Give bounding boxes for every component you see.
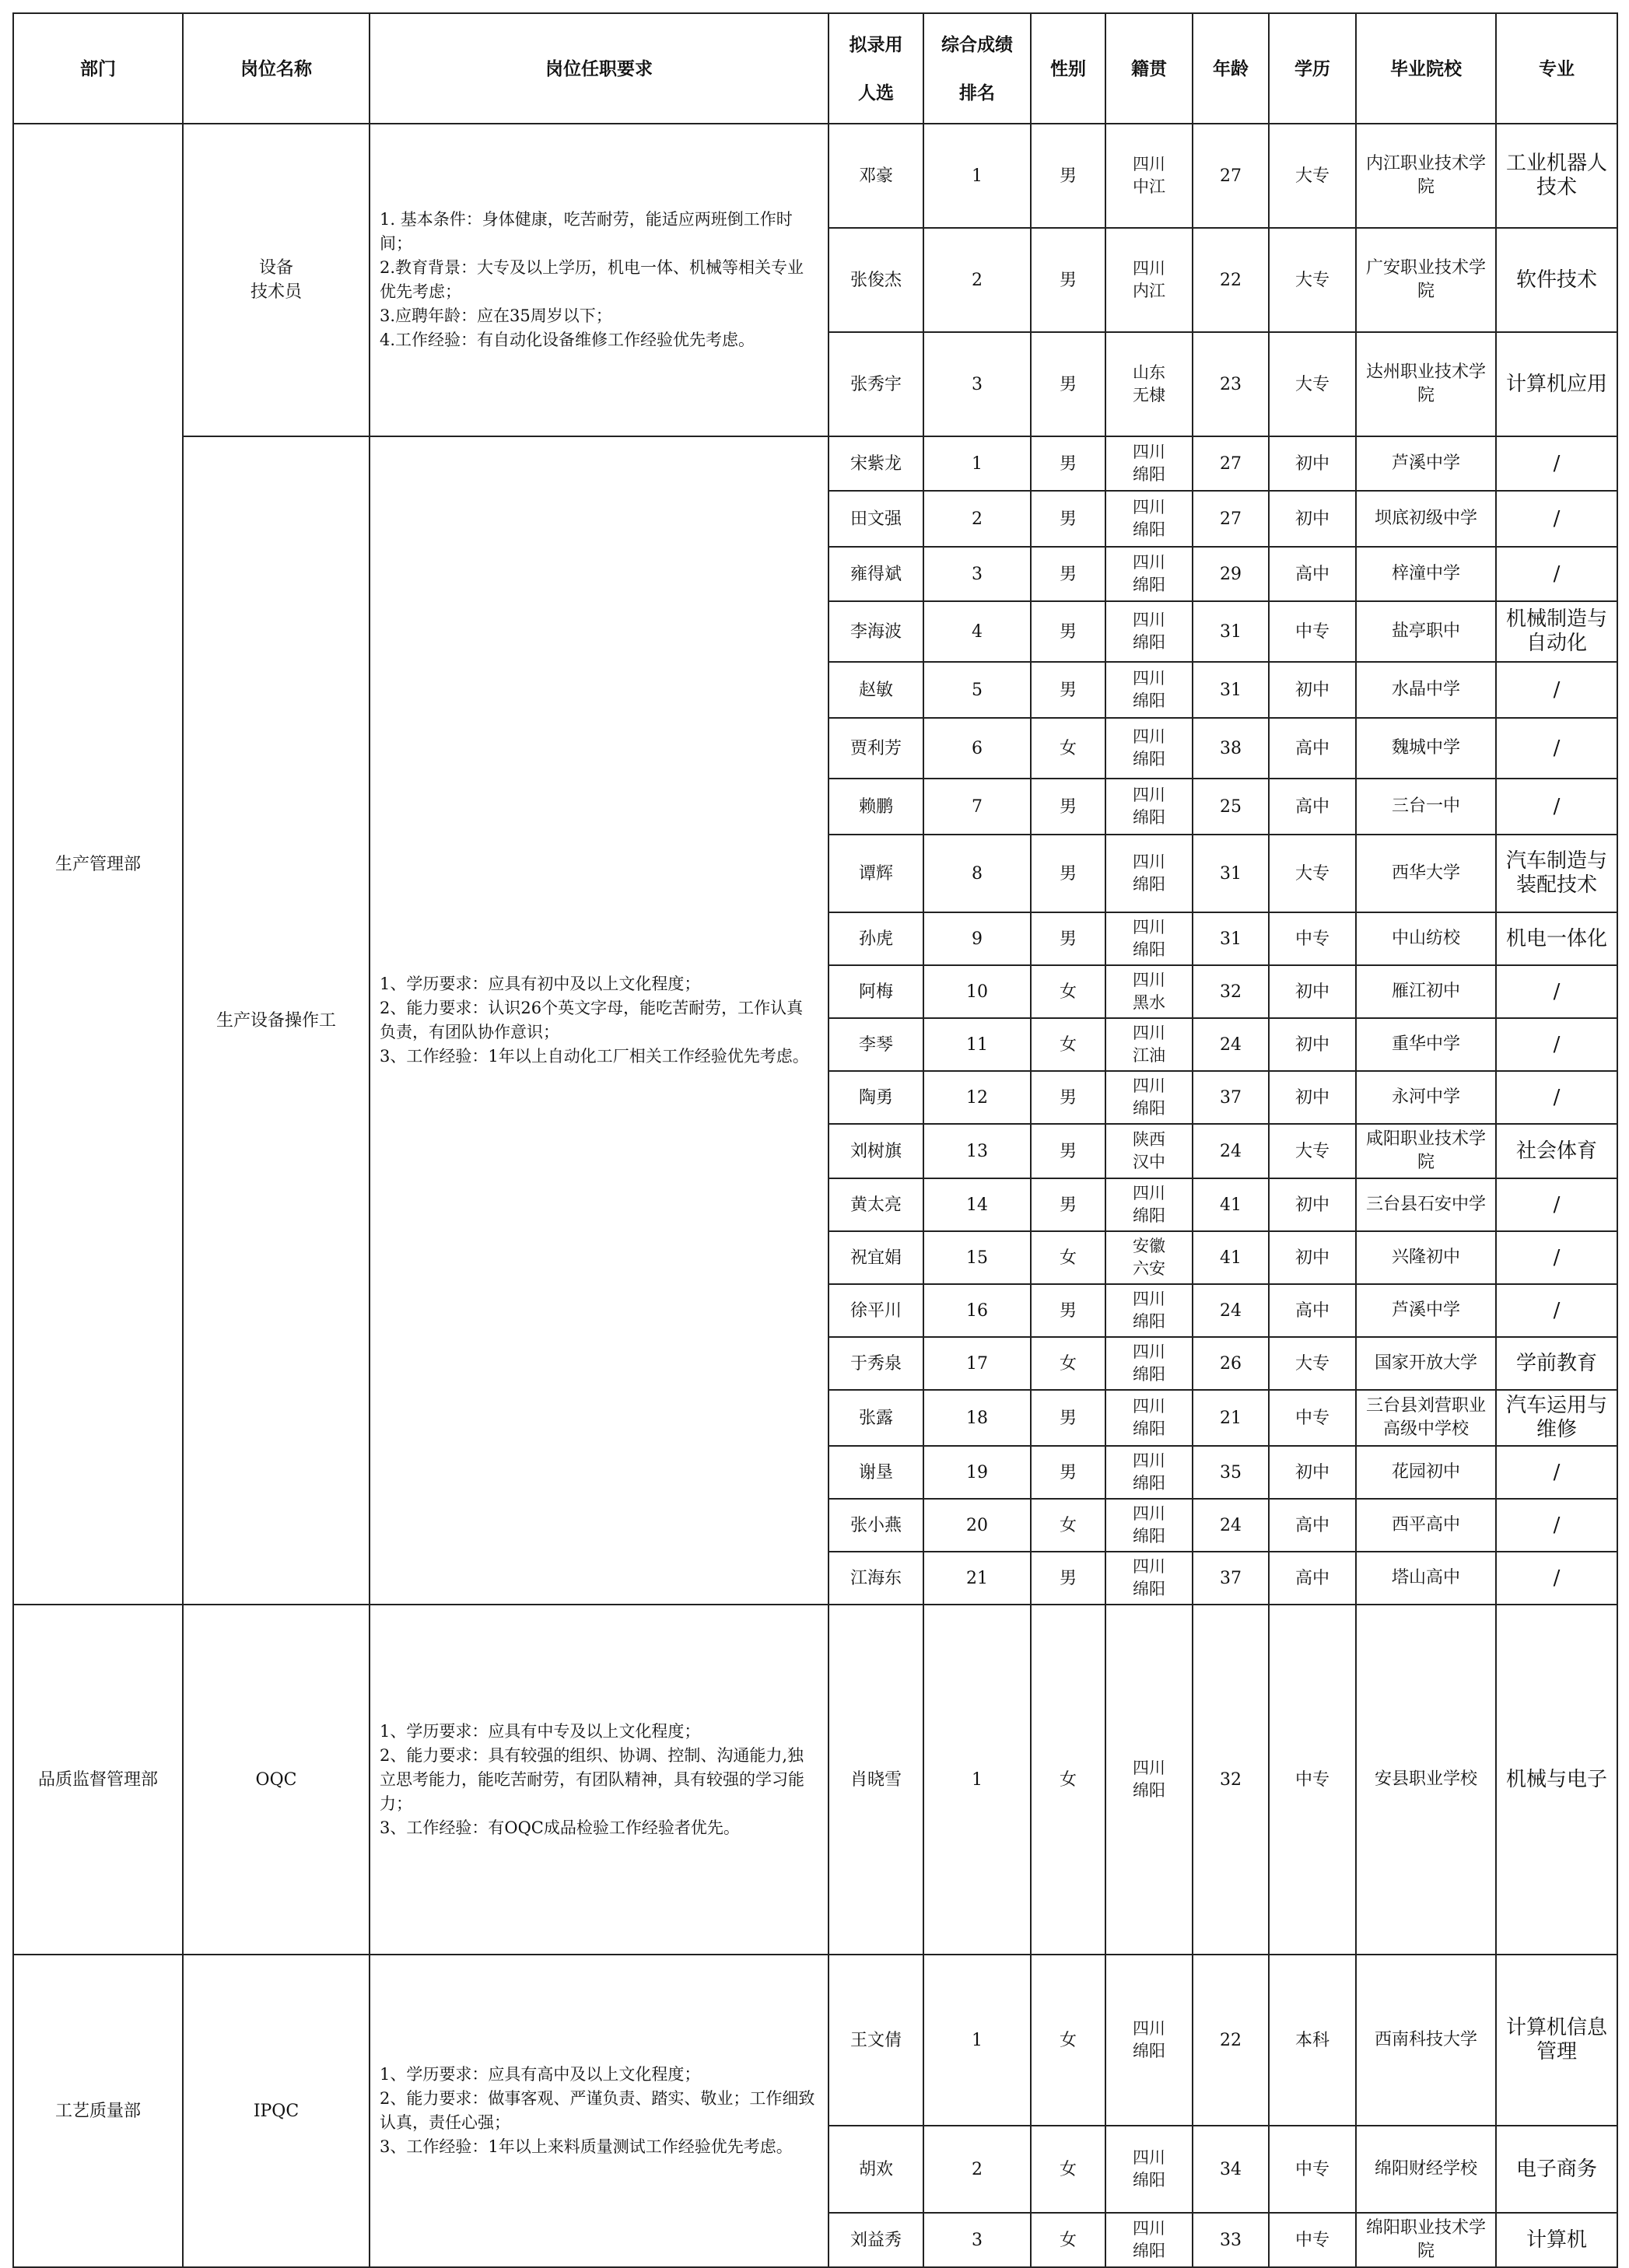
major-cell: / (1496, 1071, 1617, 1124)
school-cell: 盐亭职中 (1356, 601, 1496, 662)
origin-cell: 四川 绵阳 (1105, 1605, 1193, 1955)
candidate-name-cell: 刘益秀 (829, 2213, 923, 2267)
candidate-name-cell: 李琴 (829, 1018, 923, 1071)
rank-cell: 2 (923, 491, 1031, 547)
candidate-name-cell: 王文倩 (829, 1955, 923, 2126)
origin-cell: 四川 绵阳 (1105, 779, 1193, 835)
age-cell: 38 (1193, 718, 1269, 779)
origin-cell: 四川 绵阳 (1105, 491, 1193, 547)
origin-cell: 四川 绵阳 (1105, 1284, 1193, 1337)
education-cell: 初中 (1269, 491, 1356, 547)
major-cell: 机械制造与自动化 (1496, 601, 1617, 662)
gender-cell: 男 (1031, 912, 1105, 965)
origin-cell: 四川 绵阳 (1105, 1071, 1193, 1124)
rank-cell: 6 (923, 718, 1031, 779)
age-cell: 24 (1193, 1284, 1269, 1337)
rank-cell: 14 (923, 1178, 1031, 1231)
education-cell: 大专 (1269, 1337, 1356, 1390)
candidate-name-cell: 刘树旗 (829, 1124, 923, 1178)
header-position: 岗位名称 (183, 13, 370, 124)
school-cell: 西平高中 (1356, 1499, 1496, 1552)
rank-cell: 3 (923, 2213, 1031, 2267)
age-cell: 29 (1193, 547, 1269, 601)
table-row (13, 436, 1617, 491)
candidate-name-cell: 赵敏 (829, 662, 923, 718)
rank-cell: 8 (923, 835, 1031, 912)
rank-cell: 17 (923, 1337, 1031, 1390)
education-cell: 中专 (1269, 2213, 1356, 2267)
education-cell: 高中 (1269, 779, 1356, 835)
header-rank: 综合成绩 排名 (923, 13, 1031, 124)
candidate-name-cell: 贾利芳 (829, 718, 923, 779)
header-major: 专业 (1496, 13, 1617, 124)
major-cell: 汽车运用与维修 (1496, 1390, 1617, 1446)
header-dept: 部门 (13, 13, 183, 124)
candidate-name-cell: 田文强 (829, 491, 923, 547)
rank-cell: 15 (923, 1231, 1031, 1284)
candidate-name-cell: 祝宜娟 (829, 1231, 923, 1284)
major-cell: 机电一体化 (1496, 912, 1617, 965)
header-gender: 性别 (1031, 13, 1105, 124)
origin-cell: 四川 绵阳 (1105, 436, 1193, 491)
rank-cell: 20 (923, 1499, 1031, 1552)
school-cell: 三台县石安中学 (1356, 1178, 1496, 1231)
candidate-name-cell: 谭辉 (829, 835, 923, 912)
age-cell: 31 (1193, 662, 1269, 718)
candidate-name-cell: 张小燕 (829, 1499, 923, 1552)
school-cell: 坝底初级中学 (1356, 491, 1496, 547)
school-cell: 达州职业技术学院 (1356, 332, 1496, 436)
school-cell: 西南科技大学 (1356, 1955, 1496, 2126)
rank-cell: 11 (923, 1018, 1031, 1071)
age-cell: 34 (1193, 2126, 1269, 2213)
gender-cell: 男 (1031, 491, 1105, 547)
rank-cell: 3 (923, 332, 1031, 436)
department-cell: 工艺质量部 (13, 1955, 183, 2267)
gender-cell: 男 (1031, 1178, 1105, 1231)
school-cell: 芦溪中学 (1356, 436, 1496, 491)
origin-cell: 四川 绵阳 (1105, 601, 1193, 662)
table-row (13, 1955, 1617, 2126)
major-cell: 机械与电子 (1496, 1605, 1617, 1955)
origin-cell: 四川 绵阳 (1105, 835, 1193, 912)
department-cell: 生产管理部 (13, 124, 183, 1605)
origin-cell: 四川 黑水 (1105, 965, 1193, 1018)
candidate-name-cell: 江海东 (829, 1552, 923, 1605)
age-cell: 32 (1193, 1605, 1269, 1955)
table-row (13, 1605, 1617, 1955)
education-cell: 初中 (1269, 1071, 1356, 1124)
candidate-name-cell: 胡欢 (829, 2126, 923, 2213)
position-name-cell: 设备 技术员 (183, 124, 370, 436)
gender-cell: 女 (1031, 1605, 1105, 1955)
department-cell: 品质监督管理部 (13, 1605, 183, 1955)
school-cell: 三台一中 (1356, 779, 1496, 835)
requirements-cell: 1. 基本条件：身体健康，吃苦耐劳，能适应两班倒工作时间； 2.教育背景：大专及以上学历，机电一体、机械等相关专业优先考虑； 3.应聘年龄：应在35周岁以下； 4.工作经验：有自动化设备维修工作经验优先考虑。 (370, 124, 829, 436)
header-row (13, 13, 1617, 124)
gender-cell: 女 (1031, 2126, 1105, 2213)
roster-sheet (12, 12, 1618, 2268)
age-cell: 24 (1193, 1124, 1269, 1178)
gender-cell: 男 (1031, 1071, 1105, 1124)
education-cell: 中专 (1269, 1605, 1356, 1955)
position-name-cell: 生产设备操作工 (183, 436, 370, 1605)
rank-cell: 1 (923, 124, 1031, 228)
gender-cell: 女 (1031, 1337, 1105, 1390)
education-cell: 初中 (1269, 1231, 1356, 1284)
major-cell: 工业机器人技术 (1496, 124, 1617, 228)
age-cell: 35 (1193, 1446, 1269, 1499)
education-cell: 大专 (1269, 124, 1356, 228)
education-cell: 高中 (1269, 1552, 1356, 1605)
education-cell: 中专 (1269, 1390, 1356, 1446)
age-cell: 32 (1193, 965, 1269, 1018)
candidate-name-cell: 谢垦 (829, 1446, 923, 1499)
rank-cell: 16 (923, 1284, 1031, 1337)
school-cell: 广安职业技术学院 (1356, 228, 1496, 332)
candidate-name-cell: 邓豪 (829, 124, 923, 228)
gender-cell: 男 (1031, 228, 1105, 332)
candidate-name-cell: 张秀宇 (829, 332, 923, 436)
education-cell: 中专 (1269, 912, 1356, 965)
age-cell: 21 (1193, 1390, 1269, 1446)
education-cell: 高中 (1269, 1499, 1356, 1552)
education-cell: 本科 (1269, 1955, 1356, 2126)
age-cell: 37 (1193, 1071, 1269, 1124)
rank-cell: 10 (923, 965, 1031, 1018)
school-cell: 安县职业学校 (1356, 1605, 1496, 1955)
age-cell: 41 (1193, 1231, 1269, 1284)
rank-cell: 3 (923, 547, 1031, 601)
school-cell: 国家开放大学 (1356, 1337, 1496, 1390)
gender-cell: 男 (1031, 1552, 1105, 1605)
major-cell: / (1496, 491, 1617, 547)
gender-cell: 男 (1031, 124, 1105, 228)
header-school: 毕业院校 (1356, 13, 1496, 124)
major-cell: / (1496, 1499, 1617, 1552)
gender-cell: 男 (1031, 1446, 1105, 1499)
origin-cell: 四川 绵阳 (1105, 718, 1193, 779)
rank-cell: 4 (923, 601, 1031, 662)
gender-cell: 男 (1031, 601, 1105, 662)
major-cell: 计算机应用 (1496, 332, 1617, 436)
rank-cell: 2 (923, 2126, 1031, 2213)
education-cell: 初中 (1269, 1018, 1356, 1071)
origin-cell: 四川 绵阳 (1105, 1499, 1193, 1552)
school-cell: 梓潼中学 (1356, 547, 1496, 601)
gender-cell: 男 (1031, 1124, 1105, 1178)
gender-cell: 男 (1031, 1390, 1105, 1446)
rank-cell: 1 (923, 1955, 1031, 2126)
school-cell: 西华大学 (1356, 835, 1496, 912)
candidate-name-cell: 赖鹏 (829, 779, 923, 835)
rank-cell: 5 (923, 662, 1031, 718)
education-cell: 高中 (1269, 1284, 1356, 1337)
education-cell: 中专 (1269, 601, 1356, 662)
school-cell: 绵阳财经学校 (1356, 2126, 1496, 2213)
origin-cell: 四川 绵阳 (1105, 1390, 1193, 1446)
rank-cell: 19 (923, 1446, 1031, 1499)
school-cell: 芦溪中学 (1356, 1284, 1496, 1337)
school-cell: 水晶中学 (1356, 662, 1496, 718)
education-cell: 大专 (1269, 228, 1356, 332)
education-cell: 大专 (1269, 835, 1356, 912)
major-cell: / (1496, 1284, 1617, 1337)
major-cell: 汽车制造与装配技术 (1496, 835, 1617, 912)
origin-cell: 四川 江油 (1105, 1018, 1193, 1071)
origin-cell: 四川 绵阳 (1105, 662, 1193, 718)
candidate-name-cell: 雍得斌 (829, 547, 923, 601)
header-candidate: 拟录用 人选 (829, 13, 923, 124)
gender-cell: 男 (1031, 436, 1105, 491)
age-cell: 26 (1193, 1337, 1269, 1390)
education-cell: 中专 (1269, 2126, 1356, 2213)
origin-cell: 四川 绵阳 (1105, 912, 1193, 965)
major-cell: / (1496, 662, 1617, 718)
origin-cell: 四川 绵阳 (1105, 2213, 1193, 2267)
education-cell: 初中 (1269, 436, 1356, 491)
candidate-name-cell: 黄太亮 (829, 1178, 923, 1231)
education-cell: 高中 (1269, 718, 1356, 779)
age-cell: 27 (1193, 436, 1269, 491)
gender-cell: 男 (1031, 1284, 1105, 1337)
gender-cell: 女 (1031, 965, 1105, 1018)
origin-cell: 安徽 六安 (1105, 1231, 1193, 1284)
gender-cell: 女 (1031, 1955, 1105, 2126)
age-cell: 22 (1193, 228, 1269, 332)
gender-cell: 男 (1031, 779, 1105, 835)
school-cell: 魏城中学 (1356, 718, 1496, 779)
education-cell: 初中 (1269, 1446, 1356, 1499)
rank-cell: 7 (923, 779, 1031, 835)
requirements-cell: 1、学历要求：应具有高中及以上文化程度； 2、能力要求：做事客观、严谨负责、踏实、敬业；工作细致认真，责任心强； 3、工作经验：1年以上来料质量测试工作经验优先考虑。 (370, 1955, 829, 2267)
age-cell: 31 (1193, 835, 1269, 912)
school-cell: 中山纺校 (1356, 912, 1496, 965)
school-cell: 绵阳职业技术学院 (1356, 2213, 1496, 2267)
school-cell: 重华中学 (1356, 1018, 1496, 1071)
gender-cell: 男 (1031, 662, 1105, 718)
major-cell: / (1496, 1446, 1617, 1499)
age-cell: 41 (1193, 1178, 1269, 1231)
major-cell: 软件技术 (1496, 228, 1617, 332)
origin-cell: 四川 绵阳 (1105, 2126, 1193, 2213)
major-cell: / (1496, 547, 1617, 601)
gender-cell: 男 (1031, 547, 1105, 601)
major-cell: / (1496, 1178, 1617, 1231)
age-cell: 27 (1193, 491, 1269, 547)
age-cell: 31 (1193, 601, 1269, 662)
origin-cell: 陕西 汉中 (1105, 1124, 1193, 1178)
major-cell: 计算机信息管理 (1496, 1955, 1617, 2126)
origin-cell: 山东 无棣 (1105, 332, 1193, 436)
age-cell: 27 (1193, 124, 1269, 228)
major-cell: / (1496, 436, 1617, 491)
rank-cell: 9 (923, 912, 1031, 965)
candidate-name-cell: 陶勇 (829, 1071, 923, 1124)
rank-cell: 13 (923, 1124, 1031, 1178)
gender-cell: 女 (1031, 1231, 1105, 1284)
position-name-cell: IPQC (183, 1955, 370, 2267)
rank-cell: 21 (923, 1552, 1031, 1605)
gender-cell: 女 (1031, 718, 1105, 779)
school-cell: 兴隆初中 (1356, 1231, 1496, 1284)
major-cell: 社会体育 (1496, 1124, 1617, 1178)
school-cell: 咸阳职业技术学院 (1356, 1124, 1496, 1178)
header-requirements: 岗位任职要求 (370, 13, 829, 124)
roster-body (13, 124, 1617, 2267)
requirements-cell: 1、学历要求：应具有中专及以上文化程度； 2、能力要求：具有较强的组织、协调、控制、沟通能力,独立思考能力，能吃苦耐劳，有团队精神，具有较强的学习能力； 3、工作经验：有OQC成品检验工作经验者优先。 (370, 1605, 829, 1955)
education-cell: 初中 (1269, 965, 1356, 1018)
origin-cell: 四川 绵阳 (1105, 1178, 1193, 1231)
school-cell: 雁江初中 (1356, 965, 1496, 1018)
origin-cell: 四川 内江 (1105, 228, 1193, 332)
age-cell: 24 (1193, 1499, 1269, 1552)
age-cell: 31 (1193, 912, 1269, 965)
rank-cell: 2 (923, 228, 1031, 332)
age-cell: 22 (1193, 1955, 1269, 2126)
rank-cell: 1 (923, 436, 1031, 491)
header-age: 年龄 (1193, 13, 1269, 124)
age-cell: 33 (1193, 2213, 1269, 2267)
major-cell: / (1496, 1018, 1617, 1071)
major-cell: 电子商务 (1496, 2126, 1617, 2213)
school-cell: 塔山高中 (1356, 1552, 1496, 1605)
gender-cell: 女 (1031, 1499, 1105, 1552)
school-cell: 花园初中 (1356, 1446, 1496, 1499)
candidate-name-cell: 李海波 (829, 601, 923, 662)
major-cell: / (1496, 779, 1617, 835)
candidate-name-cell: 孙虎 (829, 912, 923, 965)
education-cell: 大专 (1269, 1124, 1356, 1178)
age-cell: 24 (1193, 1018, 1269, 1071)
candidate-name-cell: 于秀泉 (829, 1337, 923, 1390)
rank-cell: 18 (923, 1390, 1031, 1446)
age-cell: 25 (1193, 779, 1269, 835)
table-row (13, 124, 1617, 228)
candidate-name-cell: 阿梅 (829, 965, 923, 1018)
header-education: 学历 (1269, 13, 1356, 124)
gender-cell: 男 (1031, 835, 1105, 912)
major-cell: / (1496, 1552, 1617, 1605)
age-cell: 37 (1193, 1552, 1269, 1605)
requirements-cell: 1、学历要求：应具有初中及以上文化程度； 2、能力要求：认识26个英文字母，能吃苦耐劳，工作认真负责，有团队协作意识； 3、工作经验：1年以上自动化工厂相关工作经验优先考虑。 (370, 436, 829, 1605)
origin-cell: 四川 中江 (1105, 124, 1193, 228)
major-cell: 学前教育 (1496, 1337, 1617, 1390)
education-cell: 初中 (1269, 1178, 1356, 1231)
education-cell: 大专 (1269, 332, 1356, 436)
candidate-name-cell: 肖晓雪 (829, 1605, 923, 1955)
candidate-name-cell: 徐平川 (829, 1284, 923, 1337)
rank-cell: 1 (923, 1605, 1031, 1955)
candidate-name-cell: 张露 (829, 1390, 923, 1446)
candidate-name-cell: 宋紫龙 (829, 436, 923, 491)
major-cell: / (1496, 1231, 1617, 1284)
gender-cell: 女 (1031, 1018, 1105, 1071)
position-name-cell: OQC (183, 1605, 370, 1955)
roster-table (12, 12, 1618, 2268)
origin-cell: 四川 绵阳 (1105, 1446, 1193, 1499)
education-cell: 高中 (1269, 547, 1356, 601)
gender-cell: 女 (1031, 2213, 1105, 2267)
candidate-name-cell: 张俊杰 (829, 228, 923, 332)
major-cell: / (1496, 718, 1617, 779)
gender-cell: 男 (1031, 332, 1105, 436)
age-cell: 23 (1193, 332, 1269, 436)
major-cell: 计算机 (1496, 2213, 1617, 2267)
origin-cell: 四川 绵阳 (1105, 1337, 1193, 1390)
major-cell: / (1496, 965, 1617, 1018)
education-cell: 初中 (1269, 662, 1356, 718)
origin-cell: 四川 绵阳 (1105, 547, 1193, 601)
school-cell: 内江职业技术学院 (1356, 124, 1496, 228)
school-cell: 永河中学 (1356, 1071, 1496, 1124)
header-origin: 籍贯 (1105, 13, 1193, 124)
school-cell: 三台县刘营职业高级中学校 (1356, 1390, 1496, 1446)
origin-cell: 四川 绵阳 (1105, 1552, 1193, 1605)
origin-cell: 四川 绵阳 (1105, 1955, 1193, 2126)
rank-cell: 12 (923, 1071, 1031, 1124)
